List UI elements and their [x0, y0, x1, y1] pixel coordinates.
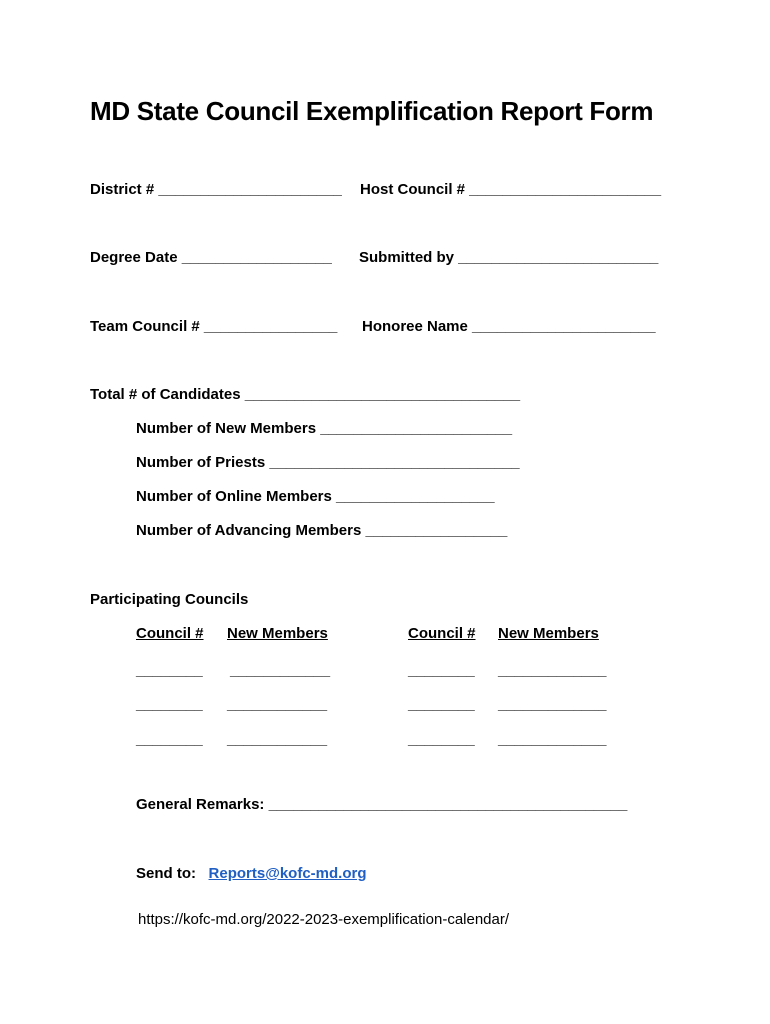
submitted-by-field[interactable]: Submitted by ________________________ — [359, 249, 659, 266]
row2-council-1[interactable]: ________ — [136, 696, 203, 713]
row1-new-members-2[interactable]: _____________ — [498, 662, 607, 679]
row1-new-members-1[interactable]: ____________ — [230, 662, 331, 679]
advancing-members-field[interactable]: Number of Advancing Members _________________ — [136, 522, 508, 539]
district-field[interactable]: District # ______________________ — [90, 181, 342, 198]
honoree-name-field[interactable]: Honoree Name ______________________ — [362, 318, 656, 335]
general-remarks-field[interactable]: General Remarks: ___________________________________________ — [136, 796, 628, 813]
col-council-1-header: Council # — [136, 625, 204, 642]
row3-council-1[interactable]: ________ — [136, 731, 203, 748]
total-candidates-field[interactable]: Total # of Candidates _________________________________ — [90, 386, 521, 403]
new-members-field[interactable]: Number of New Members _______________________ — [136, 420, 513, 437]
priests-field[interactable]: Number of Priests ______________________________ — [136, 454, 520, 471]
team-council-field[interactable]: Team Council # ________________ — [90, 318, 338, 335]
col-new-members-2-header: New Members — [498, 625, 599, 642]
row2-new-members-1[interactable]: ____________ — [227, 696, 328, 713]
send-to-line — [136, 865, 366, 882]
degree-date-field[interactable]: Degree Date __________________ — [90, 249, 332, 266]
online-members-field[interactable]: Number of Online Members ___________________ — [136, 488, 495, 505]
send-to-email-link[interactable]: Reports@kofc-md.org — [208, 865, 367, 882]
row1-council-2[interactable]: ________ — [408, 662, 475, 679]
col-council-2-header: Council # — [408, 625, 476, 642]
page-title: MD State Council Exemplification Report Form — [90, 96, 654, 126]
row2-new-members-2[interactable]: _____________ — [498, 696, 607, 713]
participating-councils-heading: Participating Councils — [90, 591, 249, 608]
row3-council-2[interactable]: ________ — [408, 731, 475, 748]
row1-council-1[interactable]: ________ — [136, 662, 203, 679]
calendar-url: https://kofc-md.org/2022-2023-exemplification-calendar/ — [138, 911, 510, 928]
host-council-field[interactable]: Host Council # _______________________ — [360, 181, 662, 198]
col-new-members-1-header: New Members — [227, 625, 328, 642]
send-to-label: Send to: — [136, 865, 196, 882]
row3-new-members-1[interactable]: ____________ — [227, 731, 328, 748]
row3-new-members-2[interactable]: _____________ — [498, 731, 607, 748]
row2-council-2[interactable]: ________ — [408, 696, 475, 713]
